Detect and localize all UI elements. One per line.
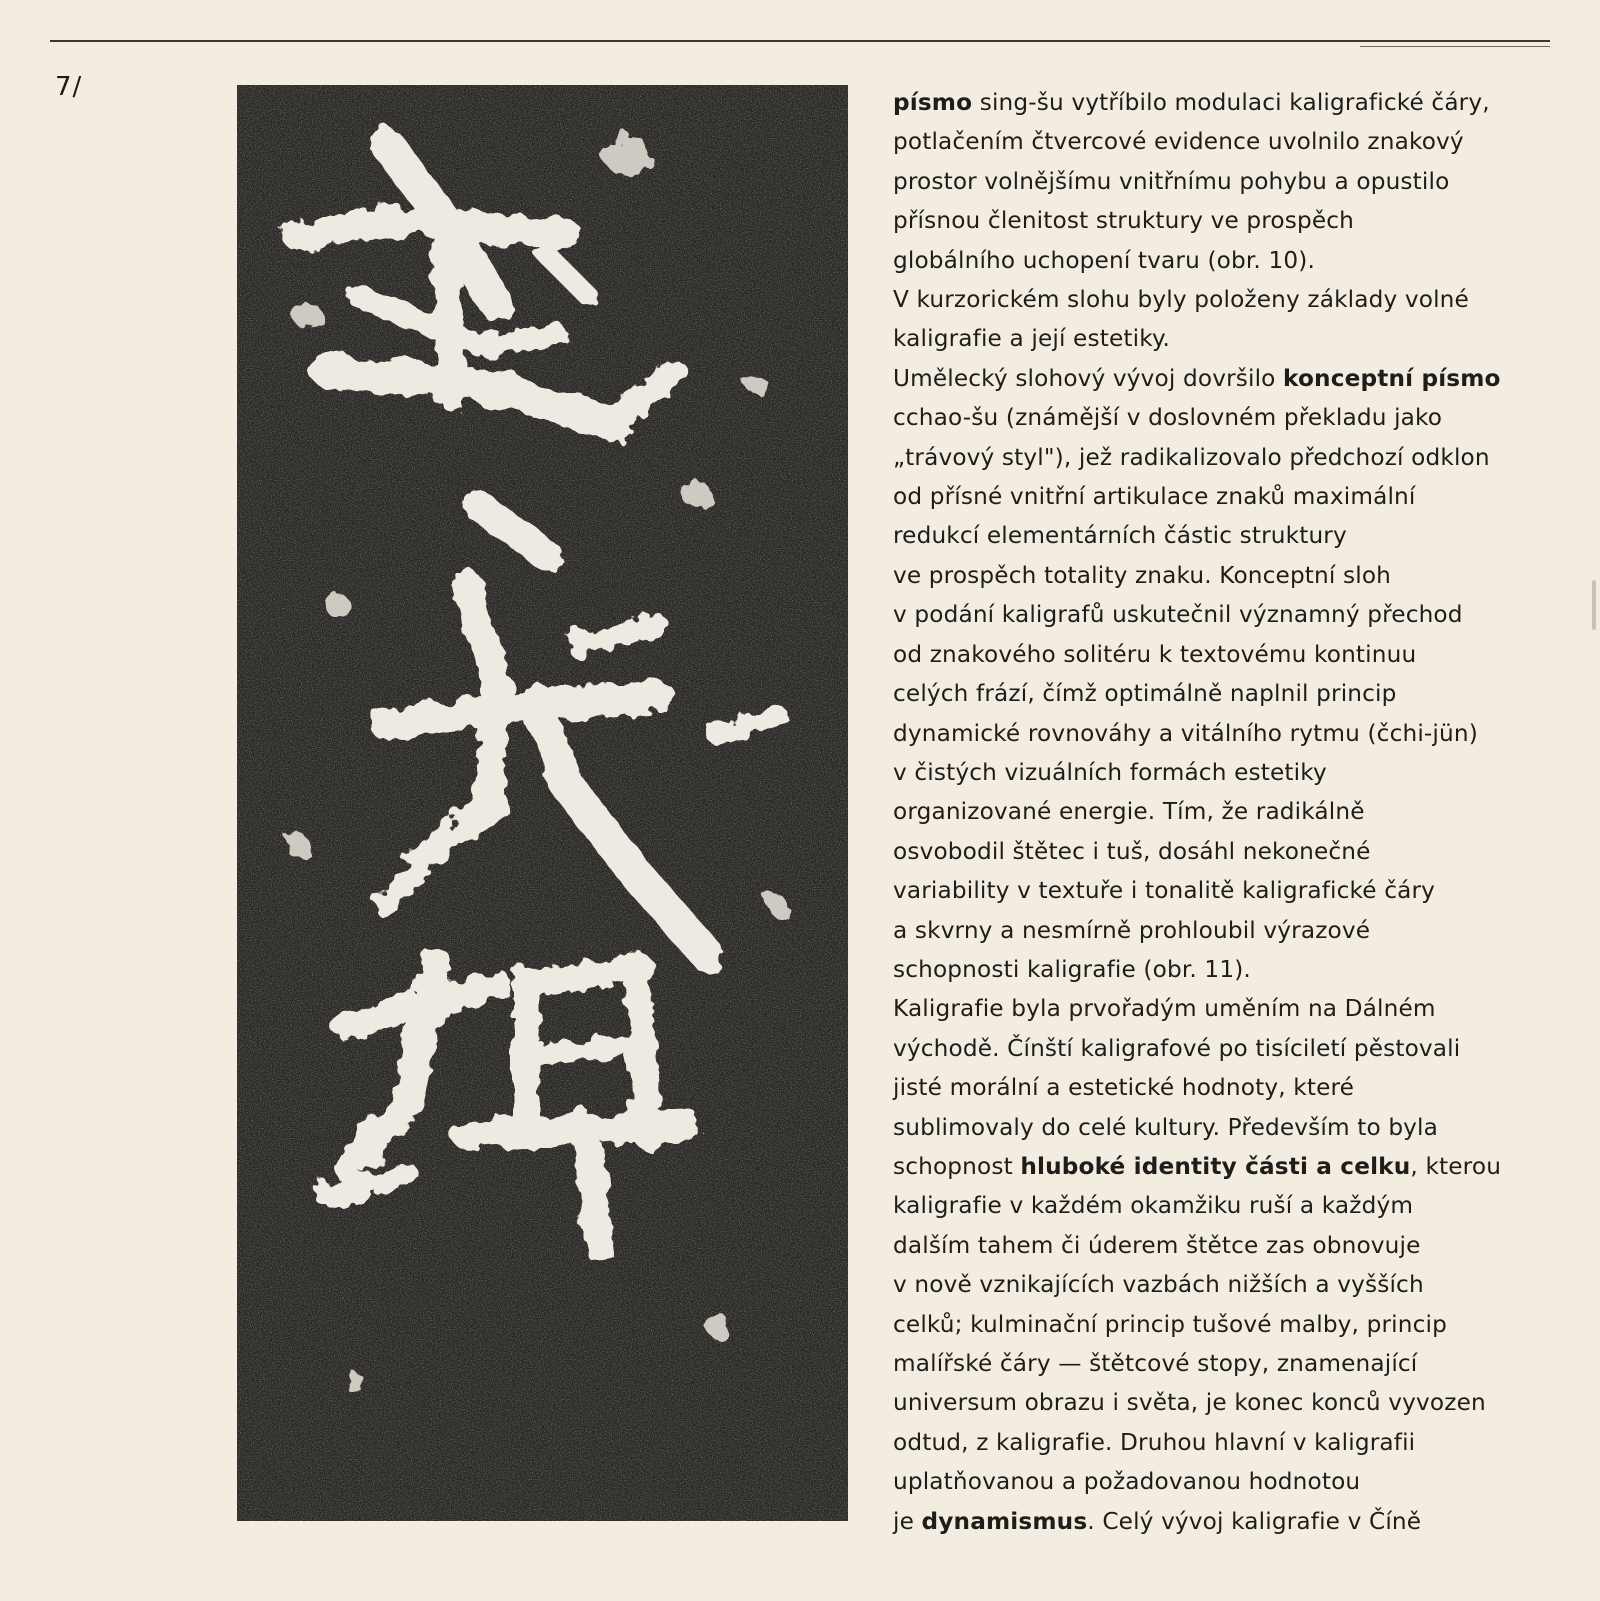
top-rule-secondary (1360, 46, 1550, 47)
text-line: kaligrafie a její estetiky. (893, 325, 1171, 353)
text-line: potlačením čtvercové evidence uvolnilo znakový (893, 128, 1464, 156)
text-line: variability v textuře i tonalitě kaligrafické čáry (893, 877, 1436, 905)
text-line (893, 1147, 1553, 1186)
text-line: dynamické rovnováhy a vitálního rytmu (čchi-jün) (893, 719, 1478, 747)
text-line: cchao-šu (známější v doslovném překladu jako (893, 404, 1443, 432)
text-line: od přísné vnitřní artikulace znaků maximální (893, 483, 1416, 511)
text-span: schopnost (893, 1152, 1021, 1180)
text-span: sing-šu vytříbilo modulaci kaligrafické čáry, (972, 89, 1490, 116)
text-line: v podání kaligrafů uskutečnil významný přechod (893, 601, 1463, 629)
text-line: prostor volnějšímu vnitřnímu pohybu a opustilo (893, 167, 1450, 195)
text-line: universum obrazu i světa, je konec konců vyvozen (893, 1389, 1486, 1417)
scan-artifact (1592, 580, 1596, 630)
text-line (893, 359, 1553, 398)
text-line: V kurzorickém slohu byly položeny základy volné (893, 286, 1469, 314)
text-line: sublimovaly do celé kultury. Především to byla (893, 1113, 1439, 1141)
term-bold: hluboké identity části a celku (1020, 1152, 1411, 1180)
text-line: od znakového solitéru k textovému kontinuu (893, 640, 1417, 668)
text-line: organizované energie. Tím, že radikálně (893, 798, 1365, 826)
text-line: ve prospěch totality znaku. Konceptní sloh (893, 561, 1392, 589)
top-rule (50, 40, 1550, 42)
text-line (893, 1502, 1553, 1541)
text-line: dalším tahem či úderem štětce zas obnovuje (893, 1231, 1421, 1259)
body-text (893, 83, 1553, 1541)
text-span: Umělecký slohový vývoj dovršilo (893, 364, 1284, 392)
text-line: východě. Čínští kaligrafové po tisíciletí pěstovali (893, 1034, 1461, 1062)
text-line: jisté morální a estetické hodnoty, které (893, 1074, 1355, 1102)
text-line: kaligrafie v každém okamžiku ruší a každým (893, 1192, 1414, 1220)
text-line: přísnou členitost struktury ve prospěch (893, 207, 1355, 235)
text-line: uplatňovanou a požadovanou hodnotou (893, 1468, 1361, 1496)
text-line: v nově vznikajících vazbách nižších a vyšších (893, 1271, 1424, 1299)
text-span: , kterou (1410, 1152, 1502, 1180)
text-line: „trávový styl"), jež radikalizovalo předchozí odklon (893, 443, 1490, 471)
text-line: odtud, z kaligrafie. Druhou hlavní v kaligrafii (893, 1428, 1416, 1456)
text-line: malířské čáry — štětcové stopy, znamenající (893, 1350, 1418, 1377)
term-bold: konceptní písmo (1283, 364, 1501, 392)
text-span: je (893, 1507, 922, 1535)
text-line (893, 83, 1553, 122)
term-bold: dynamismus (921, 1507, 1088, 1535)
text-line: osvobodil štětec i tuš, dosáhl nekonečné (893, 837, 1371, 865)
page-number: 7/ (55, 72, 83, 102)
calligraphy-rubbing-image (237, 85, 848, 1521)
text-line: Kaligrafie byla prvořadým uměním na Dálném (893, 995, 1436, 1023)
text-span: . Celý vývoj kaligrafie v Číně (1087, 1507, 1422, 1535)
text-line: celých frází, čímž optimálně naplnil princip (893, 680, 1397, 708)
text-line: a skvrny a nesmírně prohloubil výrazové (893, 916, 1371, 944)
term-bold: písmo (893, 89, 973, 116)
text-line: globálního uchopení tvaru (obr. 10). (893, 246, 1315, 274)
text-line: redukcí elementárních částic struktury (893, 522, 1347, 550)
text-line: v čistých vizuálních formách estetiky (893, 758, 1327, 786)
text-line: celků; kulminační princip tušové malby, princip (893, 1310, 1447, 1338)
text-line: schopnosti kaligrafie (obr. 11). (893, 955, 1251, 983)
